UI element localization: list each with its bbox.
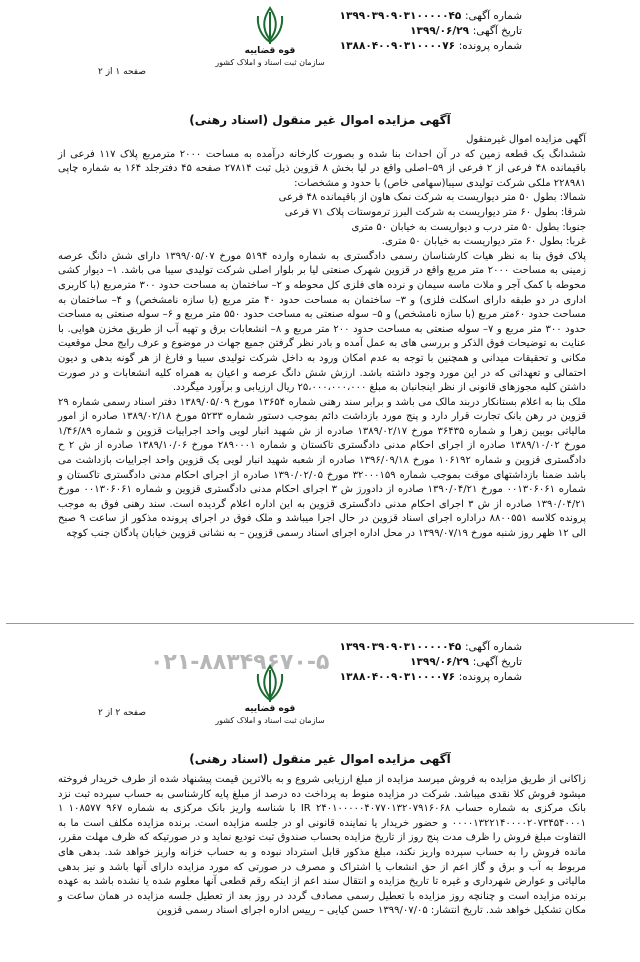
judiciary-emblem [210, 6, 330, 67]
file-number-label: شماره پرونده: [458, 671, 522, 683]
ad-number: ۱۳۹۹۰۳۹۰۹۰۳۱۰۰۰۰۰۴۵ [339, 641, 462, 653]
org-name-line1: قوه قضاییه [244, 704, 296, 714]
page-number: صفحه ۱ از ۲ [98, 67, 146, 77]
ad-date-label: تاریخ آگهی: [472, 25, 522, 37]
ad-number-label: شماره آگهی: [464, 10, 522, 22]
paragraph: ششدانگ یک قطعه زمین که در آن احداث بنا شده و بصورت کارخانه درآمده به مساحت ۲۰۰۰ مترمربع پلاک ۱۱۷ فرعی از باقیمانده ۴۸ فرعی از ۲ فرعی از ۵۹–اصلی واقع در لیا بخش ۸ قزوین ذیل ثبت ۲۷۸۱۴ صفحه ۴۵ دفترجلد ۱۶۴ به شماره چاپی ۲۲۸۹۸۱ ملکی شرکت تولیدی سیبا(سهامی خاص) با حدود و مشخصات: [58, 148, 586, 189]
paragraph: جنوبا: بطول ۵۰ متر درب و دیواریست به خیابان ۵۰ متری [351, 221, 586, 233]
file-number: ۱۳۸۸۰۴۰۰۹۰۳۱۰۰۰۰۷۶ [339, 40, 456, 52]
paragraph: پلاک فوق بنا به نظر هیات کارشناسان رسمی دادگستری به شماره وارده ۵۱۹۴ مورخ ۱۳۹۹/۰۵/۰۷ دارای شش دانگ عرصه زمینی به مساحت ۲۰۰۰ متر مربع واقع در قزوین شهرک صنعتی لیا بر بلوار اصلی شرکت تولیدی سیبا می باشد. ۱– دیوار کشی محوطه با کمک آجر و ملات ماسه سیمان و نرده های فلزی کل محوطه و ۲– ساختمان به مساحت حدود ۳۰۰ مترمربع (با کاربری اداری در دو طبقه دارای اسکلت فلزی) و ۳– ساختمان به مساحت حدود ۴۰ متر مربع (با سازه نامشخص) و ۴– ساختمان به مساحت حدود ۶۰متر مربع (با سازه نامشخص) و ۵– سوله صنعتی به مساحت حدود ۵۵۰ متر مربع و ۶– سوله صنعتی به مساحت حدود ۳۰۰ متر مربع و ۷– سوله صنعتی به مساحت حدود ۲۰۰ متر مربع و ۸– انشعابات برق و تهیه آب از طریق مخزن هوایی. با عنایت به توضیحات فوق الذکر و بررسی های به عمل آمده و بادر نظر گرفتن جمیع جهات در موضوع و عرف رایج محل موقعیت مکانی و تحقیقات میدانی و همچنین با توجه به عدم امکان ورود به داخل شرکت تولیدی سیبا و فارغ از هر گونه بدهی و دیون احتمالی و تعهداتی که در این مورد وجود داشته باشد. ارزش شش دانگ عرصه و اعیان به همراه کلیه انشعابات و در صورت داشتن کلیه مجوزهای قانونی از نظر اینجانبان به مبلغ ۲۵،۰۰۰،۰۰۰،۰۰۰ ریال ارزیابی و برآورد میگردد. [58, 250, 587, 394]
paragraph: آگهی مزایده اموال غیرمنقول [466, 134, 586, 145]
paragraph: زاکانی از طریق مزایده به فروش میرسد مزایده از مبلغ ارزیابی شروع و به بالاترین قیمت پیشنهاد شده از طرف خریدار فروخته میشود فروش کلا نقدی میباشد. شرکت در مزایده منوط به پرداخت ده درصد از مبلغ پایه کارشناسی به حساب سپرده ثبت نزد بانک مرکزی به شماره حساب ۲۴۰۱۰۰۰۰۰۴۰۷۷۰۱۳۲۰۷۹۱۶۰۶۸ IR با شناسه واریز بانک مرکزی به شماره ۹۶۷ ۱۰۸۵۷۷ ۱ ۰۰۰۰۱۳۲۲۱۴۰۰۰۰۲۰۷۳۴۵۴۰۰۰۱ و حضور خریدار یا نماینده قانونی او در جلسه مزایده است. برنده مزایده مکلف است ما به التفاوت مبلغ فروش را ظرف مدت پنج روز از تاریخ مزایده بحساب صندوق ثبت توديع نمايد و در صورتيكه كه ظرف مهلت مقرر، مانده فروش را به حساب سپرده واريز نكند، مبلغ مذكور قابل استرداد نبوده و به حساب خزانه واريز خواهد شد. بدهی های مربوط به آب و برق و گاز اعم از حق انشعاب یا اشتراک و مصرف در صورتی که مورد مزایده دارای آنها باشد و نیز بدهی مالیاتی و عوارض شهرداری و غیره تا تاریخ مزایده و انتقال سند اعم از اینکه رقم قطعی آنها معلوم شده یا نشده باشد به عهده برنده مزایده است و چنانچه روز مزایده با تعطیل رسمی مصادف گردد در روز بعد از تعطیل جلسه مزایده در همان ساعت و مکان تشکیل خواهد شد. تاریخ انتشار: ۱۳۹۹/۰۷/۰۵ حسن کیایی – رییس اداره اجرای اسناد رسمی قزوین [58, 774, 587, 917]
ad-date: ۱۳۹۹/۰۶/۲۹ [410, 656, 470, 668]
org-name-line2: سازمان ثبت اسناد و املاک کشور [215, 58, 325, 67]
notice-page-2 [0, 626, 640, 962]
org-name-line2: سازمان ثبت اسناد و املاک کشور [215, 716, 325, 725]
emblem-logo-icon [253, 664, 287, 704]
ad-number-row [340, 640, 522, 655]
file-number-label: شماره پرونده: [458, 40, 522, 52]
notice-body [58, 773, 586, 919]
page-number: صفحه ۲ از ۲ [98, 708, 146, 718]
ad-date-label: تاریخ آگهی: [472, 656, 522, 668]
paragraph: شرقا: بطول ۶۰ متر دیواریست به شرکت البرز ترموستات پلاک ۷۱ فرعی [284, 206, 586, 218]
notice-body [58, 133, 586, 542]
ad-number-row [340, 9, 522, 24]
ad-number-label: شماره آگهی: [464, 641, 522, 653]
notice-meta [340, 9, 522, 54]
notice-title: آگهی مزایده اموال غیر منقول (اسناد رهنی) [189, 752, 451, 766]
paragraph: ملک بنا به اعلام بستانکار دربند مالک می باشد و برابر سند رهنی شماره ۱۳۶۵۴ مورخ ۱۳۸۹/۰۵/۰۹ دفتر اسناد رسمی شماره ۲۹ قزوین در رهن بانک تجارت قرار دارد و پنج مورد بازداشت دائم بموجب دستور شماره ۵۲۳۳ مورخ ۱۳۸۹/۰۲/۱۸ صادره از امور مالیاتی بویین زهرا و شماره ۳۶۴۳۵ مورخ ۱۳۸۹/۰۲/۱۷ صادره از ش شهید انبار لویی واحد اجراییات قزوین و شماره ۱/۴۶/۸۹ مورخ ۱۳۸۹/۱۰/۰۲ صادره از اجرای احکام مدنی دادگستری تاکستان و شماره ۲۸۹۰۰۰۱ مورخ ۱۳۸۹/۱۰/۰۶ صادره از ش ۲ ح دادگستری قزوین و شماره ۱۰۶۱۹۲ مورخ ۱۳۹۶/۰۹/۱۸ صادره از شعبه شهید انبار لویی یک قزوین واحد اجراییات بازداشت می باشد ضمنا بازداشتهای موقت بموجب شماره ۳۲۰۰۰۱۵۹ مورخ ۱۳۹۰/۰۲/۰۵ صادره از اجرای احکام مدنی دادگستری تاکستان و شماره ۰۰۱۳۰۶۰۶۱ مورخ ۱۳۹۰/۰۴/۲۱ صادره از دادورز ش ۳ اجرای احکام مدنی دادگستری قزوین و شماره ۰۰۱۳۰۶۰۶۱ مورخ ۱۳۹۰/۰۴/۲۱ صادره از ش ۳ اجرای احکام مدنی دادگستری قزوین به این اداره اعلام گردیده است. سند رهنی فوق به موجب پرونده کلاسه ۸۸۰۰۵۵۱ دراداره اجرای اسناد قزوین در حال اجرا میباشد و ملک فوق در اجرای پرونده مذکور از ساعت ۹ صبح الی ۱۲ ظهر روز شنبه مورخ ۱۳۹۹/۰۷/۱۹ در محل اداره اجرای اسناد رسمی قزوین – به نشانی قزوین خیابان پادگان جنب کوچه [58, 396, 587, 540]
file-number-row [340, 39, 522, 54]
page-divider [6, 623, 634, 624]
file-number: ۱۳۸۸۰۴۰۰۹۰۳۱۰۰۰۰۷۶ [339, 671, 456, 683]
ad-date: ۱۳۹۹/۰۶/۲۹ [410, 25, 470, 37]
phone-watermark: ۰۲۱-۸۸۳۴۹۶۷۰-۵ [150, 650, 330, 675]
notice-meta [340, 640, 522, 685]
org-name-line1: قوه قضاییه [244, 46, 296, 56]
judiciary-emblem [210, 664, 330, 725]
paragraph: شمالا: بطول ۵۰ متر دیواریست به شرکت نمک هاون از باقیمانده ۴۸ فرعی [278, 192, 586, 204]
ad-number: ۱۳۹۹۰۳۹۰۹۰۳۱۰۰۰۰۰۴۵ [339, 10, 462, 22]
emblem-logo-icon [253, 6, 287, 46]
file-number-row [340, 670, 522, 685]
notice-title: آگهی مزایده اموال غیر منقول (اسناد رهنی) [189, 113, 451, 127]
ad-date-row [340, 24, 522, 39]
paragraph: غربا: بطول ۶۰ متر دیواریست به خیابان ۵۰ متری. [381, 236, 586, 248]
ad-date-row [340, 655, 522, 670]
